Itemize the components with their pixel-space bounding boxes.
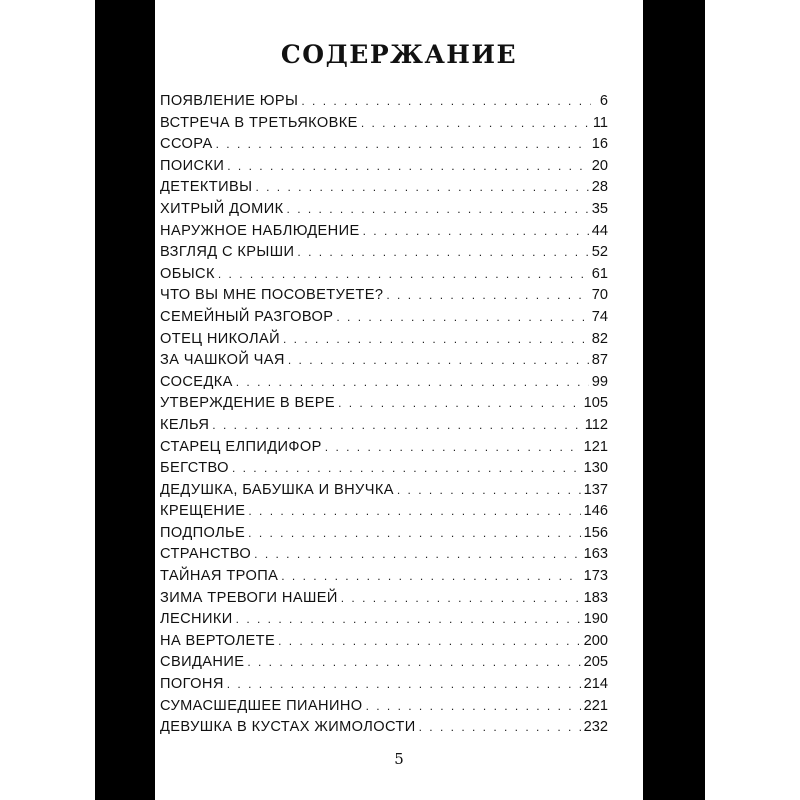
toc-entry-title: ПОЯВЛЕНИЕ ЮРЫ <box>160 93 299 109</box>
toc-entry <box>160 93 608 115</box>
toc-entry-title: ОБЫСК <box>160 265 215 282</box>
toc-entry-page: 16 <box>591 136 608 153</box>
toc-entry-title: БЕГСТВО <box>160 460 229 477</box>
toc-entry-title: ПОДПОЛЬЕ <box>160 524 246 541</box>
toc-entry-page: 74 <box>591 308 608 325</box>
toc-entry-page: 82 <box>591 330 608 347</box>
toc-entry <box>160 719 608 741</box>
toc-entry-page: 87 <box>591 352 608 369</box>
dot-leader <box>216 137 589 151</box>
toc-entry-title: КРЕЩЕНИЕ <box>160 503 246 520</box>
toc-entry-page: 146 <box>583 503 608 520</box>
dot-leader <box>363 224 589 238</box>
toc-entry <box>160 611 608 633</box>
dot-leader <box>281 569 580 583</box>
toc-entry-title: СОСЕДКА <box>160 373 233 390</box>
scan-border-right <box>643 0 705 800</box>
dot-leader <box>288 353 589 367</box>
toc-entry-title: ВСТРЕЧА В ТРЕТЬЯКОВКЕ <box>160 114 358 131</box>
dot-leader <box>341 591 581 605</box>
dot-leader <box>247 655 580 669</box>
toc-entry-page: 105 <box>583 395 608 412</box>
toc-entry <box>160 158 608 180</box>
toc-entry <box>160 201 608 223</box>
toc-entry-title: СТАРЕЦ ЕЛПИДИФОР <box>160 438 322 455</box>
dot-leader <box>232 461 581 475</box>
toc-entry-page: 163 <box>583 546 608 563</box>
toc-entry <box>160 590 608 612</box>
toc-entry-page: 130 <box>583 460 608 477</box>
toc-entry <box>160 546 608 568</box>
toc-entry-page: 99 <box>591 373 608 390</box>
dot-leader <box>283 332 589 346</box>
toc-entry <box>160 482 608 504</box>
toc-entry-title: ЗА ЧАШКОЙ ЧАЯ <box>160 352 285 369</box>
toc-entry-page: 44 <box>591 222 608 239</box>
toc-entry-page: 214 <box>583 676 608 693</box>
toc-entry-page: 232 <box>583 719 608 736</box>
toc-entry-page: 156 <box>583 524 608 541</box>
toc-entry <box>160 136 608 158</box>
toc-entry-page: 112 <box>584 416 608 433</box>
dot-leader <box>236 612 581 626</box>
toc-entry <box>160 633 608 655</box>
toc-entry-title: СЕМЕЙНЫЙ РАЗГОВОР <box>160 308 334 325</box>
toc-entry-title: ТАЙНАЯ ТРОПА <box>160 568 279 585</box>
dot-leader <box>248 526 580 540</box>
dot-leader <box>287 202 589 216</box>
toc-entry <box>160 525 608 547</box>
dot-leader <box>227 677 581 691</box>
toc-entry-title: ССОРА <box>160 136 213 153</box>
toc-entry <box>160 676 608 698</box>
toc-entry-title: ДЕВУШКА В КУСТАХ ЖИМОЛОСТИ <box>160 719 416 736</box>
toc-entry-page: 183 <box>583 589 608 606</box>
toc-entry-title: НАРУЖНОЕ НАБЛЮДЕНИЕ <box>160 222 360 239</box>
toc-entry-title: ЧТО ВЫ МНЕ ПОСОВЕТУЕТЕ? <box>160 287 384 304</box>
toc-entry <box>160 417 608 439</box>
toc-entry-page: 173 <box>583 568 608 585</box>
toc-entry-page: 221 <box>583 697 608 714</box>
toc-entry-page: 52 <box>591 244 608 261</box>
dot-leader <box>366 699 581 713</box>
dot-leader <box>278 634 581 648</box>
toc-entry <box>160 287 608 309</box>
toc-entry-title: ЛЕСНИКИ <box>160 611 233 628</box>
toc-entry-title: ХИТРЫЙ ДОМИК <box>160 200 284 217</box>
toc-entry <box>160 223 608 245</box>
toc-entry <box>160 654 608 676</box>
toc-entry-title: ЗИМА ТРЕВОГИ НАШЕЙ <box>160 589 338 606</box>
toc-entry <box>160 395 608 417</box>
dot-leader <box>301 94 591 108</box>
toc-entry-title: СУМАСШЕДШЕЕ ПИАНИНО <box>160 697 363 714</box>
toc-entry-title: ДЕДУШКА, БАБУШКА И ВНУЧКА <box>160 481 394 498</box>
toc-entry-title: УТВЕРЖДЕНИЕ В ВЕРЕ <box>160 395 336 412</box>
toc-entry <box>160 374 608 396</box>
page-number: 5 <box>394 750 404 768</box>
toc-entry-title: ВЗГЛЯД С КРЫШИ <box>160 244 295 261</box>
dot-leader <box>297 245 588 259</box>
dot-leader <box>336 310 588 324</box>
dot-leader <box>254 547 580 561</box>
toc-entry-title: ПОГОНЯ <box>160 676 224 693</box>
toc-entry-page: 200 <box>583 632 608 649</box>
toc-entry <box>160 115 608 137</box>
toc-entry-page: 28 <box>591 179 608 196</box>
dot-leader <box>248 504 580 518</box>
toc-entry-page: 6 <box>599 93 608 109</box>
toc-entry <box>160 266 608 288</box>
toc-entry-title: СТРАНСТВО <box>160 546 252 563</box>
dot-leader <box>227 159 589 173</box>
dot-leader <box>325 440 581 454</box>
toc-entry <box>160 179 608 201</box>
toc-entry-title: СВИДАНИЕ <box>160 654 245 671</box>
toc-entry-title: НА ВЕРТОЛЕТЕ <box>160 632 276 649</box>
toc-entry-page: 190 <box>583 611 608 628</box>
dot-leader <box>338 396 581 410</box>
dot-leader <box>361 116 590 130</box>
dot-leader <box>386 288 588 302</box>
toc-entry-page: 61 <box>591 265 608 282</box>
dot-leader <box>236 375 589 389</box>
toc-entry <box>160 309 608 331</box>
toc-entry-page: 20 <box>591 157 608 174</box>
book-page <box>155 0 643 800</box>
toc-entry-title: ПОИСКИ <box>160 157 225 174</box>
toc-entry <box>160 568 608 590</box>
scan-border-left <box>95 0 155 800</box>
table-of-contents <box>160 93 608 741</box>
dot-leader <box>218 267 589 281</box>
dot-leader <box>419 720 581 734</box>
dot-leader <box>255 180 588 194</box>
toc-entry <box>160 698 608 720</box>
toc-entry-page: 70 <box>591 287 608 304</box>
toc-entry <box>160 244 608 266</box>
dot-leader <box>397 483 581 497</box>
toc-entry <box>160 352 608 374</box>
toc-entry-page: 35 <box>591 200 608 217</box>
toc-entry-page: 205 <box>583 654 608 671</box>
toc-entry-page: 11 <box>592 114 608 131</box>
toc-entry-title: ОТЕЦ НИКОЛАЙ <box>160 330 281 347</box>
toc-entry-page: 137 <box>583 481 608 498</box>
toc-entry-page: 121 <box>583 438 608 455</box>
toc-entry <box>160 503 608 525</box>
toc-entry <box>160 460 608 482</box>
page-title: СОДЕРЖАНИЕ <box>280 40 518 69</box>
toc-entry-title: КЕЛЬЯ <box>160 416 210 433</box>
toc-entry <box>160 331 608 353</box>
toc-entry-title: ДЕТЕКТИВЫ <box>160 179 253 196</box>
toc-entry <box>160 439 608 461</box>
dot-leader <box>212 418 581 432</box>
